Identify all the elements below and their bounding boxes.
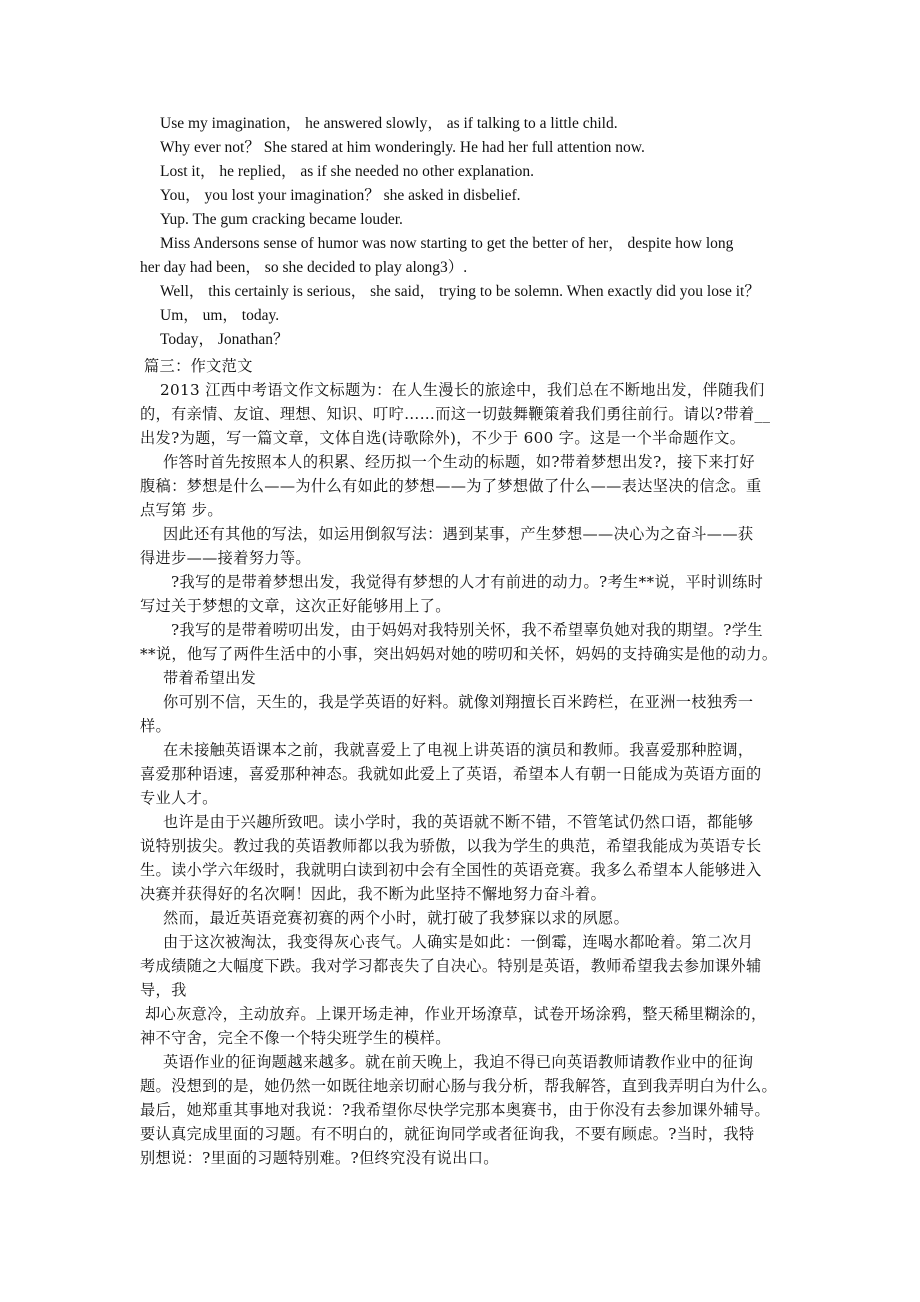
english-line: Lost it， he replied， as if she needed no other explanation.	[160, 163, 535, 180]
essay-line: 的，有亲情、友谊、理想、知识、叮咛……而这一切鼓舞鞭策着我们勇往前行。请以?带着__	[140, 405, 771, 423]
essay-line: 因此还有其他的写法，如运用倒叙写法：遇到某事，产生梦想——决心为之奋斗——获	[163, 525, 754, 543]
english-line: Use my imagination， he answered slowly， as if talking to a little child.	[160, 115, 618, 132]
essay-line: 说特别拔尖。教过我的英语教师都以我为骄傲，以我为学生的典范，希望我能成为英语专长	[140, 837, 762, 855]
english-line: Today， Jonathan？	[160, 331, 289, 348]
essay-line: 英语作业的征询题越来越多。就在前天晚上，我迫不得已向英语教师请教作业中的征询	[163, 1053, 754, 1071]
essay-line: **说，他写了两件生活中的小事，突出妈妈对她的唠叨和关怀，妈妈的支持确实是他的动力。	[140, 645, 778, 663]
essay-line: 作答时首先按照本人的积累、经历拟一个生动的标题，如?带着梦想出发?，接下来打好	[163, 453, 755, 471]
essay-line: 由于这次被淘汰，我变得灰心丧气。人确实是如此：一倒霉，连喝水都呛着。第二次月	[163, 933, 754, 951]
english-line: Um， um， today.	[160, 307, 280, 324]
essay-line: ?我写的是带着梦想出发，我觉得有梦想的人才有前进的动力。?考生**说，平时训练时	[171, 573, 764, 591]
essay-line: 喜爱那种语速，喜爱那种神态。我就如此爱上了英语，希望本人有朝一日能成为英语方面的	[140, 765, 762, 783]
essay-line: 出发?为题，写一篇文章，文体自选(诗歌除外)，不少于 600 字。这是一个半命题作文。	[140, 429, 746, 447]
essay-line: 却心灰意冷，主动放弃。上课开场走神，作业开场潦草，试卷开场涂鸦，整天稀里糊涂的，	[145, 1005, 767, 1023]
essay-line: 也许是由于兴趣所致吧。读小学时，我的英语就不断不错，不管笔试仍然口语，都能够	[163, 813, 754, 831]
essay-line: 点写第 步。	[140, 501, 223, 519]
essay-line: 2013 江西中考语文作文标题为：在人生漫长的旅途中，我们总在不断地出发，伴随我们	[160, 381, 765, 399]
english-line: Yup. The gum cracking became louder.	[160, 211, 403, 228]
essay-line: 专业人才。	[140, 789, 218, 807]
essay-line: 在未接触英语课本之前，我就喜爱上了电视上讲英语的演员和教师。我喜爱那种腔调，	[163, 741, 754, 759]
essay-line: 写过关于梦想的文章，这次正好能够用上了。	[140, 597, 451, 615]
essay-line: 得进步——接着努力等。	[140, 549, 311, 567]
essay-line: ?我写的是带着唠叨出发，由于妈妈对我特别关怀，我不希望辜负她对我的期望。?学生	[171, 621, 763, 639]
essay-line: 题。没想到的是，她仍然一如既往地亲切耐心肠与我分析，帮我解答，直到我弄明白为什么。	[140, 1077, 778, 1095]
english-line: Miss Andersons sense of humor was now starting to get the better of her， despite how long	[160, 235, 734, 252]
essay-line: 然而，最近英语竞赛初赛的两个小时，就打破了我梦寐以求的夙愿。	[163, 909, 630, 927]
essay-line: 生。读小学六年级时，我就明白读到初中会有全国性的英语竞赛。我多么希望本人能够进入	[140, 861, 762, 879]
essay-line: 你可别不信，天生的，我是学英语的好料。就像刘翔擅长百米跨栏，在亚洲一枝独秀一	[163, 693, 754, 711]
essay-line: 腹稿：梦想是什么——为什么有如此的梦想——为了梦想做了什么——表达坚决的信念。重	[140, 477, 762, 495]
english-line: You， you lost your imagination？ she asked in disbelief.	[160, 187, 521, 204]
english-line: her day had been， so she decided to play along3）.	[140, 259, 468, 276]
essay-line: 决赛并获得好的名次啊！因此，我不断为此坚持不懈地努力奋斗着。	[140, 885, 607, 903]
essay-line: 别想说：?里面的习题特别难。?但终究没有说出口。	[140, 1149, 499, 1167]
essay-line: 样。	[140, 717, 172, 735]
essay-line: 要认真完成里面的习题。有不明白的，就征询同学或者征询我，不要有顾虑。?当时，我特	[140, 1125, 755, 1143]
english-line: Why ever not？ She stared at him wonderingly. He had her full attention now.	[160, 139, 645, 156]
essay-line: 最后，她郑重其事地对我说：?我希望你尽快学完那本奥赛书，由于你没有去参加课外辅导。	[140, 1101, 770, 1119]
english-line: Well， this certainly is serious， she said， trying to be solemn. When exactly did you lose it？	[160, 283, 760, 300]
essay-line: 神不守舍，完全不像一个特尖班学生的模样。	[140, 1029, 451, 1047]
essay-line: 考成绩随之大幅度下跌。我对学习都丧失了自决心。特别是英语，教师希望我去参加课外辅	[140, 957, 762, 975]
essay-line: 导，我	[140, 981, 187, 999]
essay-line: 带着希望出发	[163, 669, 257, 687]
section-heading: 篇三：作文范文	[144, 357, 253, 375]
